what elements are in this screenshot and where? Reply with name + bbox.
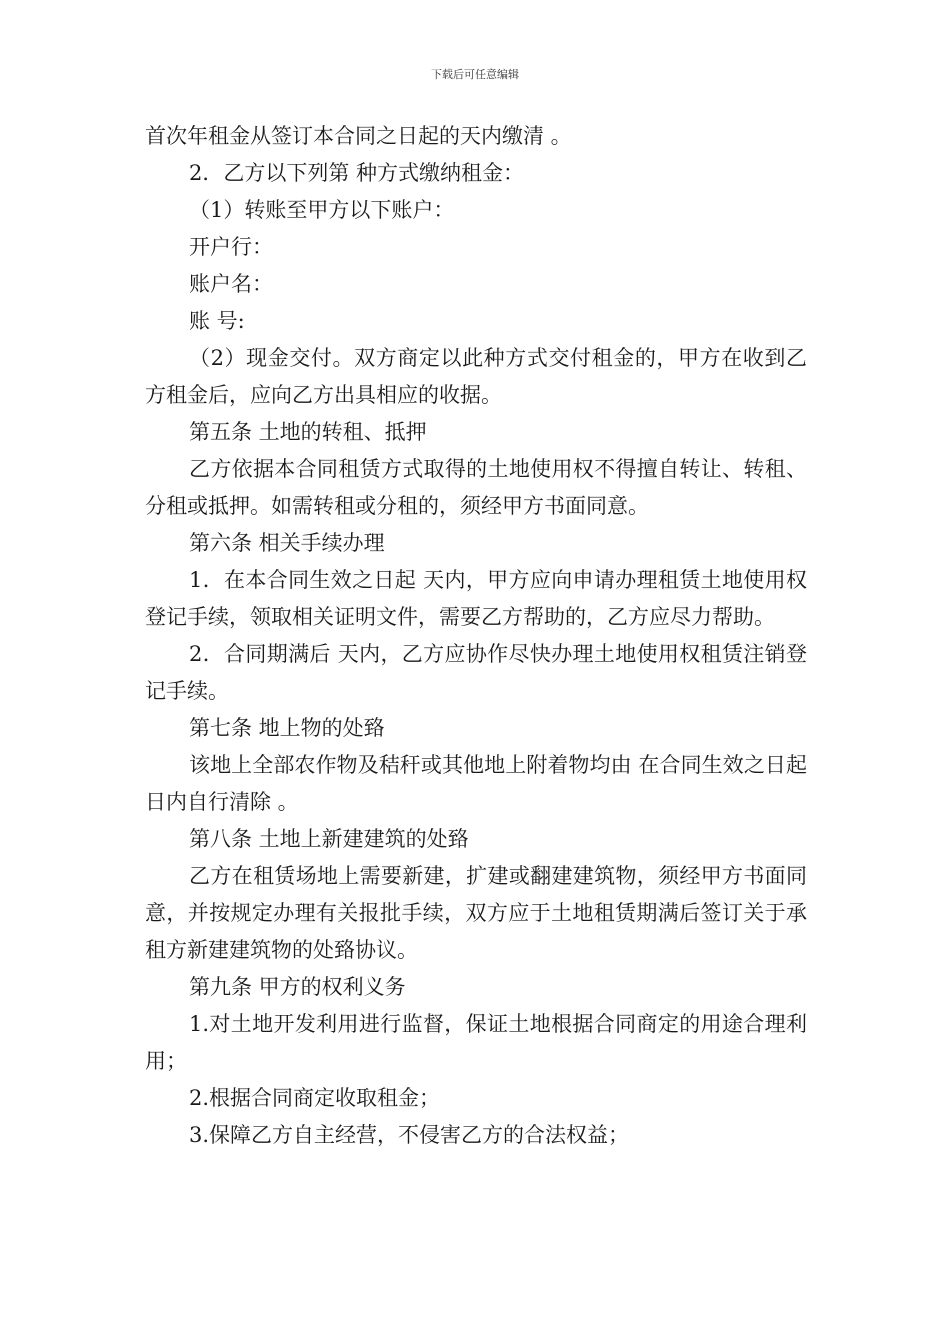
section-heading: 第八条 土地上新建建筑的处臵 <box>189 827 469 851</box>
paragraph: 1．在本合同生效之日起 天内，甲方应向申请办理租赁土地使用权登记手续，领取相关证明文件，需要乙方帮助的，乙方应尽力帮助。 <box>145 568 807 629</box>
paragraph: 1.对土地开发利用进行监督，保证土地根据合同商定的用途合理利用； <box>145 1012 807 1073</box>
paragraph: 乙方在租赁场地上需要新建，扩建或翻建建筑物，须经甲方书面同意，并按规定办理有关报批手续，双方应于土地租赁期满后签订关于承租方新建建筑物的处臵协议。 <box>145 864 807 962</box>
paragraph: 首次年租金从签订本合同之日起的天内缴清 。 <box>145 124 572 148</box>
paragraph: 账户名： <box>189 272 273 296</box>
paragraph: 2.根据合同商定收取租金； <box>189 1086 441 1110</box>
paragraph: 乙方依据本合同租赁方式取得的土地使用权不得擅自转让、转租、分租或抵押。如需转租或分租的，须经甲方书面同意。 <box>145 457 807 518</box>
document-body <box>145 118 807 1154</box>
paragraph: 账 号: <box>189 309 245 333</box>
section-heading: 第五条 土地的转租、抵押 <box>189 420 427 444</box>
paragraph: （2）现金交付。双方商定以此种方式交付租金的，甲方在收到乙方租金后，应向乙方出具相应的收据。 <box>145 346 807 407</box>
section-heading: 第六条 相关手续办理 <box>189 531 385 555</box>
paragraph: 2．合同期满后 天内，乙方应协作尽快办理土地使用权租赁注销登记手续。 <box>145 642 807 703</box>
paragraph: （1）转账至甲方以下账户： <box>189 198 455 222</box>
paragraph: 2．乙方以下列第 种方式缴纳租金： <box>189 161 525 185</box>
paragraph: 该地上全部农作物及秸秆或其他地上附着物均由 在合同生效之日起日内自行清除 。 <box>145 753 807 814</box>
paragraph: 3.保障乙方自主经营，不侵害乙方的合法权益； <box>189 1123 630 1147</box>
paragraph: 开户行： <box>189 235 273 259</box>
section-heading: 第九条 甲方的权利义务 <box>189 975 406 999</box>
section-heading: 第七条 地上物的处臵 <box>189 716 385 740</box>
page-header: 下载后可任意编辑 <box>431 68 519 81</box>
